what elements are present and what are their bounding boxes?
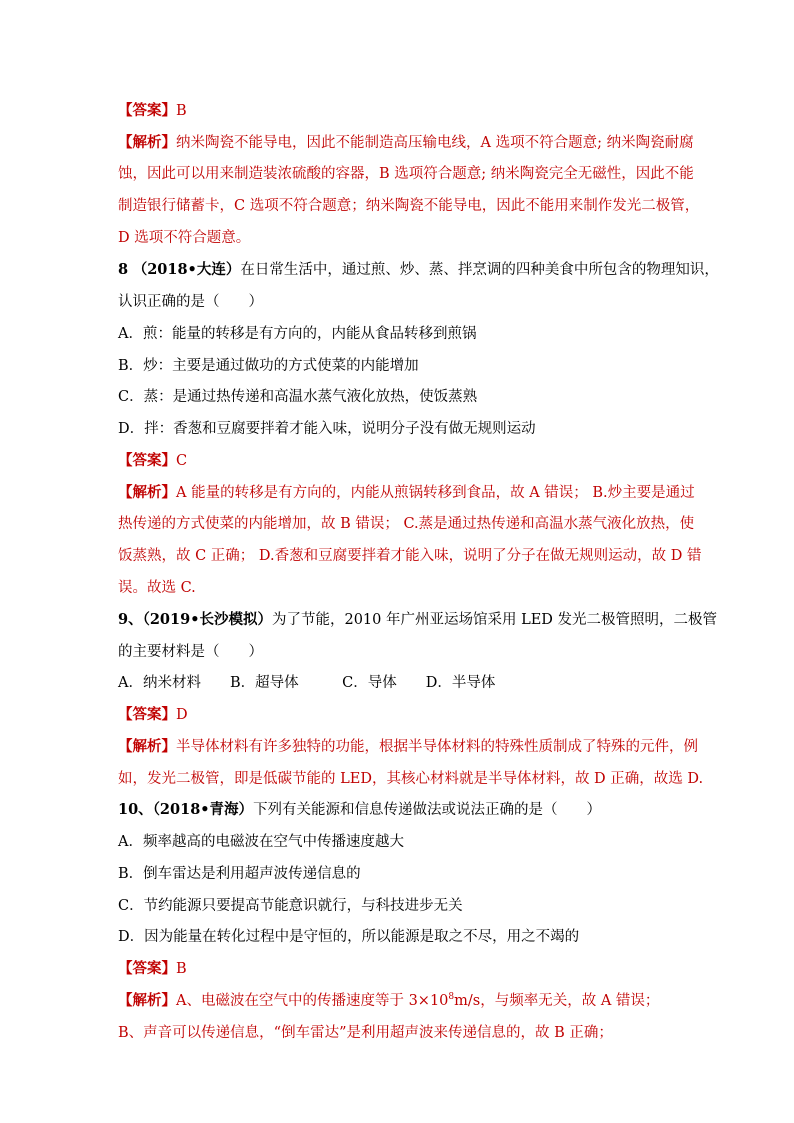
analysis-line: 【解析】A、电磁波在空气中的传播速度等于 $3\times 10^8m/s$，与频率无关，故 A 错误； (118, 992, 660, 1009)
option-b: B．炒：主要是通过做功的方式使菜的内能增加 (118, 358, 419, 374)
analysis-line: B、声音可以传递信息，“倒车雷达”是利用超声波来传递信息的，故 B 正确； (118, 1025, 613, 1041)
analysis-line: 【解析】纳米陶瓷不能导电，因此不能制造高压输电线，A 选项不符合题意; 纳米陶瓷耐腐 (118, 134, 694, 151)
option-d: D．因为能量在转化过程中是守恒的，所以能源是取之不尽，用之不竭的 (118, 929, 580, 945)
option-a: A．煎：能量的转移是有方向的，内能从食品转移到煎锅 (118, 326, 477, 342)
option-c: C．节约能源只要提高节能意识就行，与科技进步无关 (118, 898, 463, 914)
question-source: （2018•大连） (132, 261, 241, 278)
option-b: B．倒车雷达是利用超声波传递信息的 (118, 866, 361, 882)
question-source: （2018•青海） (152, 801, 254, 818)
answer-line (118, 101, 187, 121)
analysis-line: 饭蒸熟，故 C 正确； D.香葱和豆腐要拌着才能入味，说明了分子在做无规则运动，故 D 错 (118, 548, 702, 564)
question-number: 9、 (118, 611, 143, 628)
answer-line (118, 959, 187, 979)
answer-line (118, 451, 187, 471)
question-source: （2019•长沙模拟） (142, 611, 272, 628)
analysis-label: 【解析】 (118, 484, 176, 501)
question-stem: 认识正确的是（ ） (118, 294, 263, 310)
analysis-line: 如，发光二极管，即是低碳节能的 LED，其核心材料就是半导体材料，故 D 正确，故选 D. (118, 771, 704, 787)
analysis-line: 热传递的方式使菜的内能增加，故 B 错误； C.蒸是通过热传递和高温水蒸气液化放热，使 (118, 516, 695, 532)
answer-label: 【答案】 (118, 452, 176, 469)
answer-value: B (176, 103, 187, 119)
option-a: A．频率越高的电磁波在空气中传播速度越大 (118, 834, 404, 850)
option-d: D．拌：香葱和豆腐要拌着才能入味，说明分子没有做无规则运动 (118, 421, 536, 437)
question-stem: 9、（2019•长沙模拟）为了节能，2010 年广州亚运场馆采用 LED 发光二极管照明，二极管 (118, 611, 718, 628)
analysis-line: 【解析】A 能量的转移是有方向的，内能从煎锅转移到食品，故 A 错误； B.炒主要是通过 (118, 484, 695, 501)
exponent: 8 (448, 992, 455, 1003)
analysis-label: 【解析】 (118, 134, 176, 151)
analysis-line: 蚀，因此可以用来制造装浓硫酸的容器，B 选项符合题意; 纳米陶瓷完全无磁性，因此不能 (118, 166, 694, 182)
analysis-label: 【解析】 (118, 992, 176, 1009)
options-line: A．纳米材料 B．超导体 C．导体 D．半导体 (118, 675, 496, 691)
analysis-line: D 选项不符合题意。 (118, 230, 251, 246)
analysis-label: 【解析】 (118, 738, 176, 755)
analysis-line: 【解析】半导体材料有许多独特的功能，根据半导体材料的特殊性质制成了特殊的元件，例 (118, 738, 698, 755)
analysis-line: 误。故选 C. (118, 580, 196, 596)
question-number: 8 (118, 261, 129, 278)
answer-value: D (176, 707, 188, 723)
answer-label: 【答案】 (118, 102, 176, 119)
option-c: C．蒸：是通过热传递和高温水蒸气液化放热，使饭蒸熟 (118, 389, 478, 405)
answer-line (118, 705, 188, 725)
answer-value: C (176, 453, 188, 469)
answer-label: 【答案】 (118, 706, 176, 723)
question-stem: 8 （2018•大连）在日常生活中，通过煎、炒、蒸、拌烹调的四种美食中所包含的物理知识， (118, 261, 719, 278)
question-stem: 10、（2018•青海）下列有关能源和信息传递做法或说法正确的是（ ） (118, 801, 602, 818)
answer-label: 【答案】 (118, 960, 176, 977)
answer-value: B (176, 961, 187, 977)
analysis-line: 制造银行储蓄卡，C 选项不符合题意；纳米陶瓷不能导电，因此不能用来制作发光二极管， (118, 198, 700, 214)
question-number: 10、 (118, 801, 153, 818)
question-stem: 的主要材料是（ ） (118, 644, 263, 660)
